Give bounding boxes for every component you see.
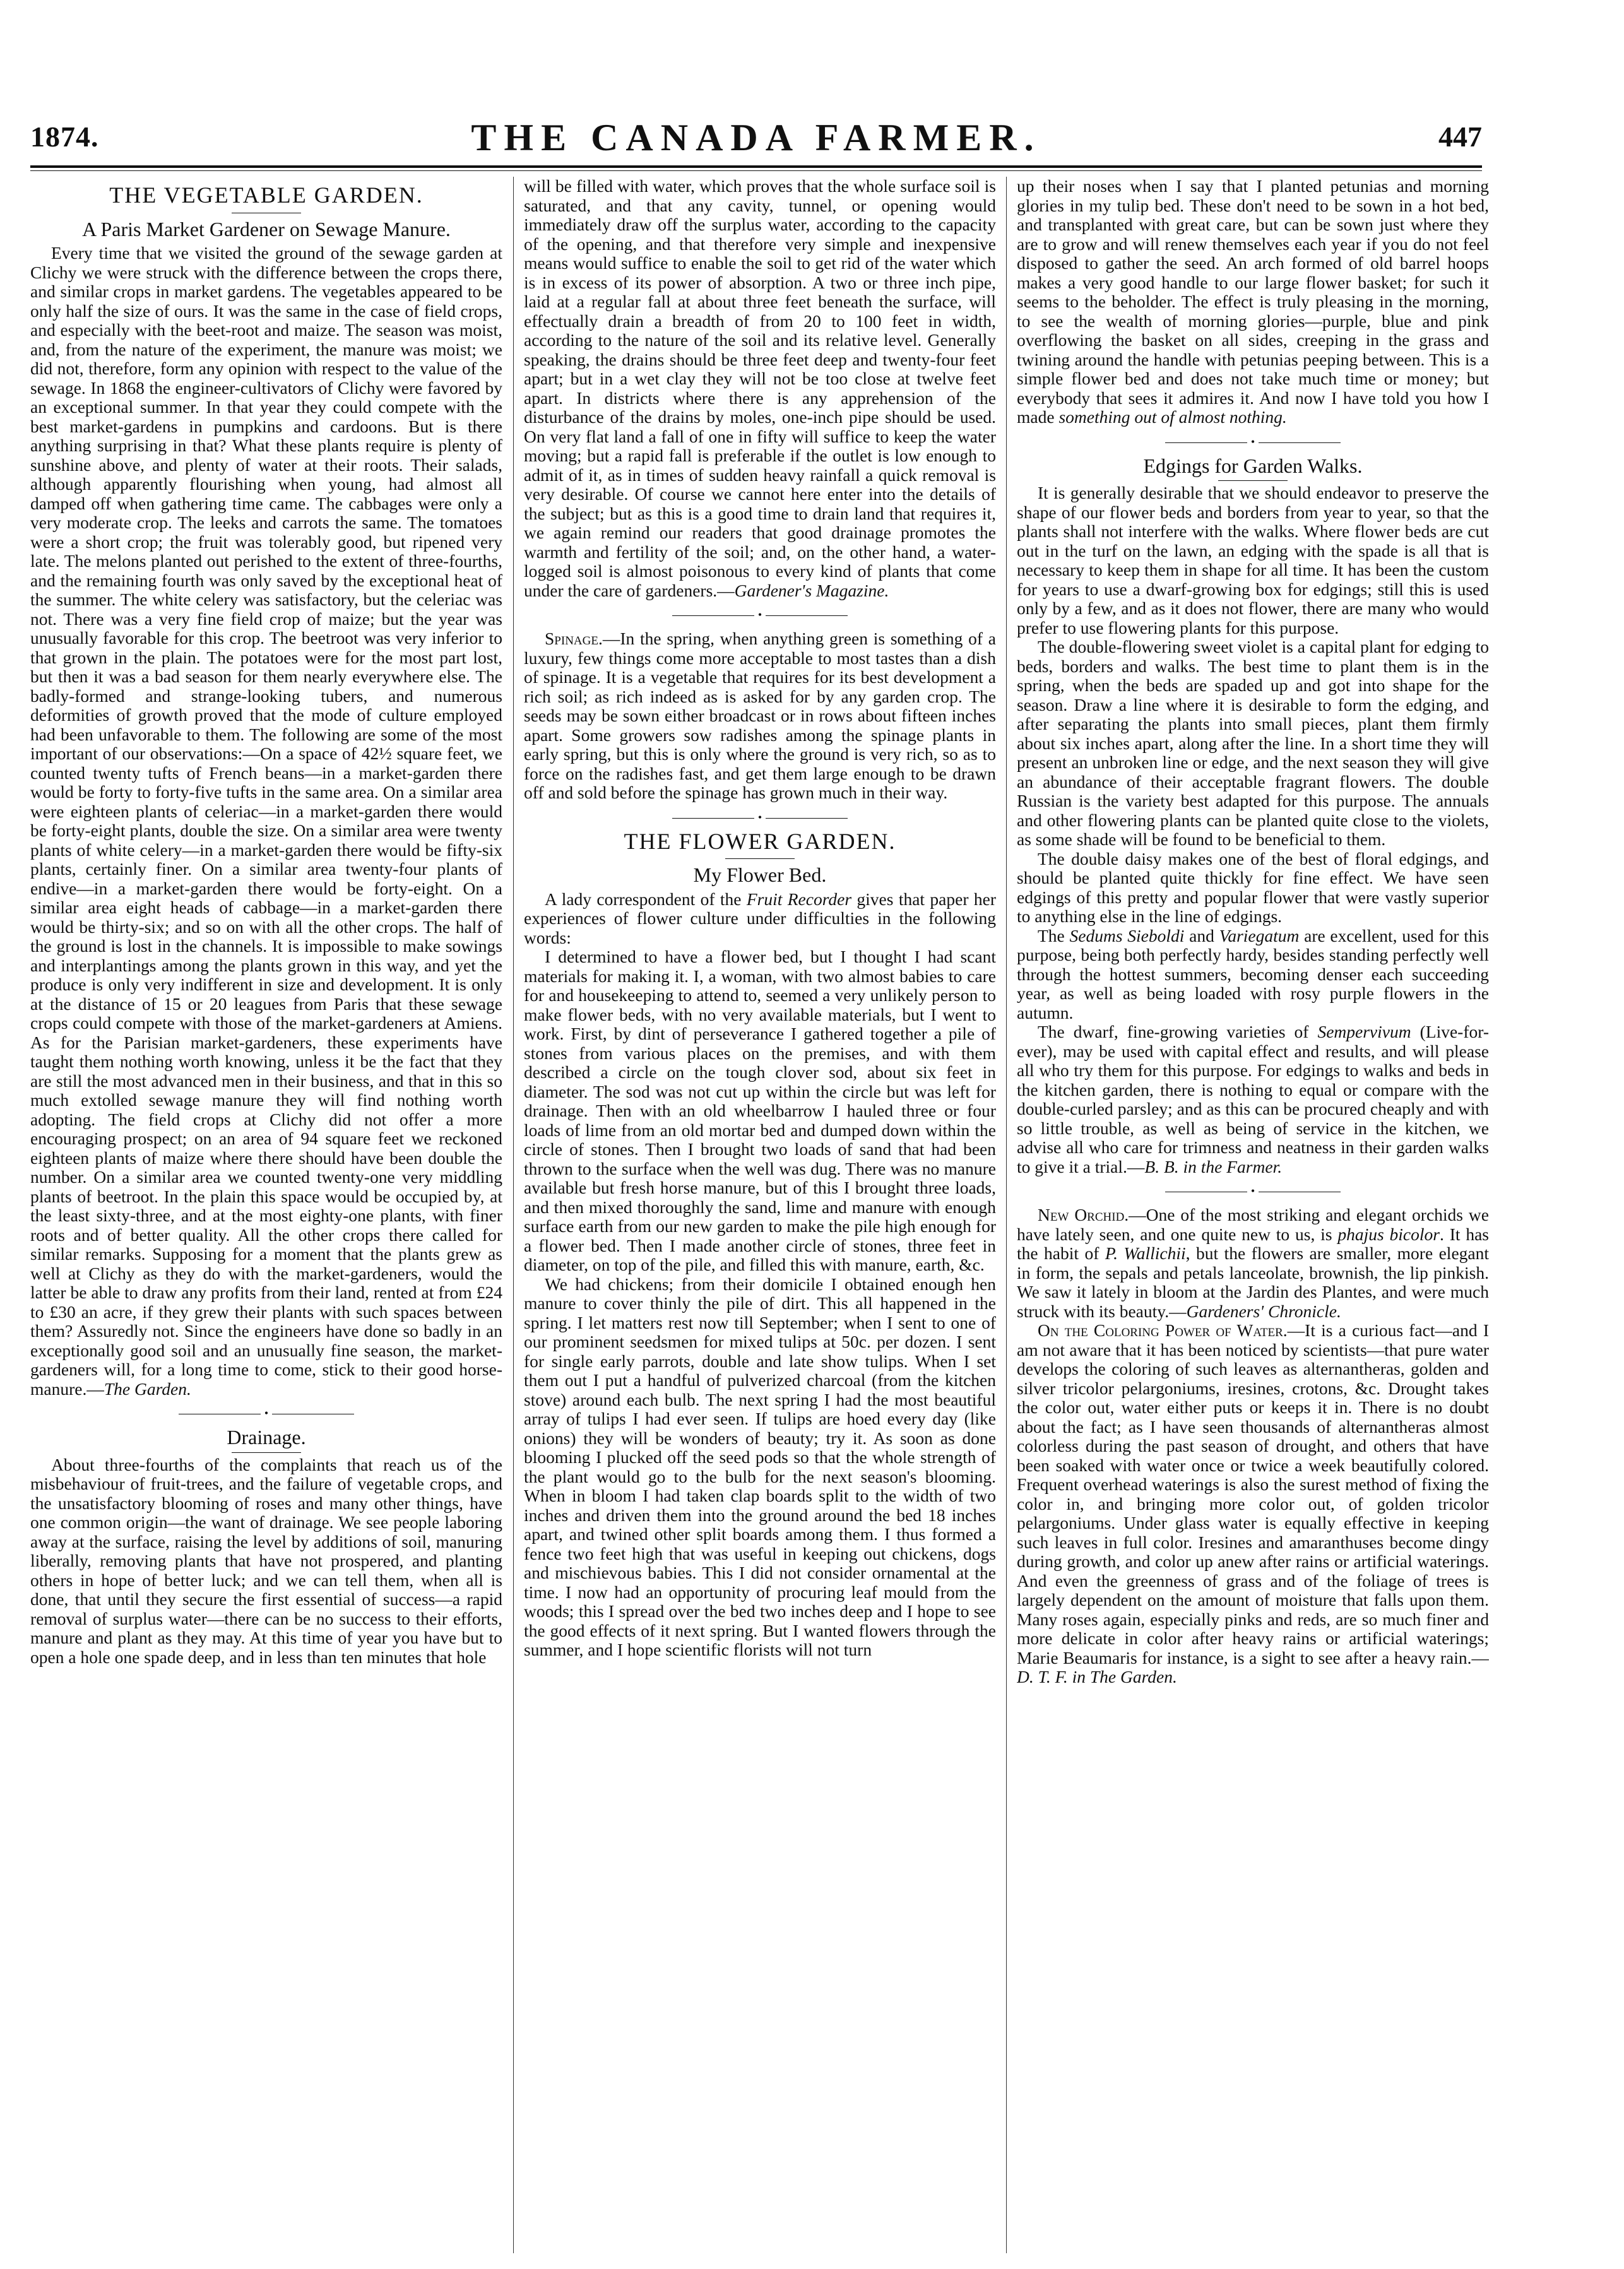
article-paragraph: Every time that we visited the ground of the sewage garden at Clichy we were struck with the difference between the crops there, and similar crops in market gardens. The vegetables appeared to be only half the size of ours. It was the same in the case of field crops, and especially with the beet-root and maize. The season was moist, and, from the nature of the experiment, the manure was moist; we did not, therefore, form any opinion with respect to the value of the sewage. In 1868 the engineer-cultivators of Clichy were favored by an exceptional summer. In that year they could compete with the best market-gardens in pumpkins and cardoons. But is there anything surprising in that? What these plants require is plenty of sunshine above, and plenty of water at their roots. Their salads, although apparently flourishing when young, had almost all damped off when gathering time came. The cabbages were only a very moderate crop. The leeks and carrots the same. The tomatoes were a short crop; the fruit was tolerably good, but ripened very late. The melons planted out perished to the extent of three-fourths, and the remaining fourth was only saved by the exceptional heat of the summer. The white celery was satisfactory, but the celeriac was not. There was a very fine field crop of maize; but the year was unusually favorable for this crop. The beetroot was very inferior to that grown in the plain. The potatoes were for the most part lost, but then it was a bad season for them nearly everywhere else. The badly-formed and strange-looking tubers, and numerous deformities of growth proved that the mode of culture employed had been unfavorable to them. The following are some of the most important of our observations:—On a space of 42½ square feet, we counted twenty tufts of French beans—in a market-garden there would be forty to forty-five tufts in the same area. On a similar area were eighteen plants of celeriac—in a market-garden there would be forty-eight plants, double the size. On a similar area were twenty plants of white celery—in a market-garden there would be fifty-six plants, certainly finer. On a similar area twenty-four plants of endive—in a market-garden there would be forty-eight. On a similar area eight heads of cabbage—in a market-garden there would be thirty-six; and so on with all the other crops. The half of the ground is lost in the channels. It is impossible to make sowings and interplantings among the plants grown in this way, and yet the produce is only very indifferent in size and development. It is only at the distance of 15 or 20 leagues from Paris that these sewage crops could compete with those of the market-gardeners at Amiens. As for the Parisian market-gardeners, these experiments have taught them nothing worth knowing, unless it be the fact that they are still the most advanced men in their business, and that in this so much extolled sewage manure they will find nothing worth adopting. The field crops at Clichy did not offer a more encouraging prospect; on an area of 94 square feet we reckoned eighteen plants of maize where there should have been double the number. On a similar area we counted twenty-one very middling plants of beetroot. In the plain this space would be occupied by, at the least sixty-three, and at the most eighty-one plants, with finer roots and of better quality. All the other crops there called for similar remarks. Supposing for a moment that the plants grew as well at Clichy as they do with the market-gardeners, would the latter be able to draw any profits from their land, rented at from £24 to £30 an acre, if they grew their plants with such spaces between them? Assuredly not. Since the engineers have done so badly in an exceptionally good soil and an unusually fine season, the market-gardeners will, for a long time to come, stick to their good horse-manure.—The Garden. (30, 243, 502, 1399)
article-paragraph: We had chickens; from their domicile I obtained enough hen manure to cover thinly the pile of dirt. This all happened in the spring. I let matters rest now till September; when I sent to one of our prominent seedsmen for mixed tulips at 50c. per dozen. I sent for single early parrots, double and late show tulips. When I set them out I put a handful of pulverized charcoal (from the kitchen stove) around each bulb. The next spring I had the most beautiful array of tulips I had ever seen. If tulips are hoed every day (like onions) they will be wonders of beauty; try it. As soon as done blooming I plucked off the seed pods so that the whole strength of the plant would go to the bulb for the next season's blooming. When in bloom I had taken clap boards split to the width of two inches and driven them into the ground around the bed 18 inches apart, and twined other split boards among them. I thus formed a fence two feet high that was useful in keeping out chickens, dogs and mischievous babies. This I did not consider ornamental at the time. I now had an opportunity of procuring leaf mould from the woods; this I spread over the bed two inches deep and I hope to see the good effects of it next spring. But I wanted flowers through the summer, and I hope scientific florists will not turn (524, 1274, 996, 1659)
article-paragraph: The Sedums Sieboldi and Variegatum are excellent, used for this purpose, being both perfectly hardy, besides standing perfectly well through the hottest summers, becoming denser each succeeding year, as well as being loaded with rosy purple flowers in the autumn. (1017, 925, 1489, 1022)
section-heading-flower-garden: THE FLOWER GARDEN. (624, 828, 896, 854)
article-credit: B. B. in the Farmer. (1144, 1156, 1283, 1176)
article-paragraph: New Orchid.—One of the most striking and elegant orchids we have lately seen, and one quite new to us, is phajus bicolor. It has the habit of P. Wallichii, but the flowers are smaller, more elegant in form, the sepals and petals lanceolate, brownish, the lip pinkish. We saw it lately in bloom at the Jardin des Plantes, and were much struck with its beauty.—Gardeners' Chronicle. (1017, 1205, 1489, 1321)
article-separator: • (524, 609, 996, 620)
article-paragraph: up their noses when I say that I planted petunias and morning glories in my tulip bed. These don't need to be sown in a hot bed, and transplanted with great care, but can be sown just where they are to grow and will renew themselves each year if you do not feel disposed to gather the seed. An arch formed of old barrel hoops makes a very good handle to our large flower basket; for such it seems to the beholder. The effect is truly pleasing in the morning, to see the wealth of morning glories—purple, blue and pink overflowing the basket on all sides, creeping in the grass and twining around the handle with petunias peeping between. This is a simple flower bed and does not take much time or money; but everybody that sees it admires it. And now I have told you how I made something out of almost nothing. (1017, 177, 1489, 427)
column-3 (1017, 177, 1489, 2253)
page-number: 447 (1438, 121, 1482, 153)
article-paragraph: I determined to have a flower bed, but I thought I had scant materials for making it. I, a woman, with two almost babies to care for and housekeeping to attend to, seemed a very unlikely person to make flower beds, with no very available materials, but I went to work. First, by dint of perseverance I gathered together a pile of stones from various places on the premises, and with them described a circle on the tough clover sod, about six feet in diameter. The sod was not cut up within the circle but was left for drainage. Then with an old wheelbarrow I hauled three or four loads of lime from an old mortar bed and dumped down within the circle of stones. Then I brought two loads of sand that had been thrown to the surface when the well was dug. There was no manure available but fresh horse manure, but of this I brought three loads, and then mixed thoroughly the sand, lime and manure with enough surface earth from our new garden to make the pile high enough for a flower bed. Then I made another circle of stones, three feet in diameter, on top of the pile, and filled this with manure, earth, &c. (524, 947, 996, 1274)
header-rule-thick (30, 165, 1482, 168)
article-paragraph: will be filled with water, which proves that the whole surface soil is saturated, and that any cavity, tunnel, or opening would immediately draw off the surplus water, according to the capacity of the opening, and that therefore very simple and inexpensive means would suffice to enable the soil to get rid of the water which is in excess of its power of absorption. A two or three inch pipe, laid at a regular fall at about three feet beneath the surface, will effectually drain a breadth of from 20 to 100 feet in width, according to the nature of the soil and its relative level. Generally speaking, the drains should be three feet deep and twenty-four feet apart; but in a wet clay they will not be too close at twelve feet apart. In districts where there is any apprehension of the disturbance of the drains by moles, one-inch pipe should be used. On very flat land a fall of one in fifty will suffice to keep the water moving; but a rapid fall is preferable if the outlet is low enough to admit of it, as in times of sudden heavy rainfall a quick removal is very desirable. Of course we cannot here enter into the details of the subject; but as this is a good time to drain land that requires it, we again remind our readers that good drainage promotes the warmth and fertility of the soil; and, on the other hand, a water-logged soil is almost poisonous to every kind of plants that come under the care of gardeners.—Gardener's Magazine. (524, 177, 996, 600)
masthead-title: THE CANADA FARMER. (471, 117, 1041, 158)
article-credit: Gardener's Magazine. (734, 580, 889, 600)
article-credit: Gardeners' Chronicle. (1186, 1301, 1341, 1321)
article-paragraph: About three-fourths of the complaints that reach us of the misbehaviour of fruit-trees, and the failure of vegetable crops, and the unsatisfactory blooming of roses and many other things, have one common origin—the want of drainage. We see people laboring away at the surface, raising the level by additions of soil, manuring liberally, removing plants that have not prospered, and planting others in hope of better luck; and we can tell them, when all is done, that until they secure the first essential of success—a rapid removal of surplus water—there can be no success to their efforts, manure and plant as they may. At this time of year you have but to open a hole one spade deep, and in less than ten minutes that hole (30, 1454, 502, 1667)
paragraph-lead: On the Coloring Power of Water. (1038, 1320, 1288, 1340)
issue-year: 1874. (30, 121, 99, 153)
section-heading-vegetable-garden: THE VEGETABLE GARDEN. (109, 182, 424, 208)
heading-rule (1218, 480, 1288, 481)
heading-rule (725, 858, 795, 859)
article-credit: D. T. F. in The Garden. (1017, 1667, 1177, 1686)
article-paragraph: The double daisy makes one of the best of floral edgings, and should be planted quite thickly for fine effect. We have seen edgings of this pretty and popular flower that were vastly superior to anything else in the line of edgings. (1017, 848, 1489, 926)
column-2 (524, 177, 996, 2253)
header-rule-thin (30, 170, 1482, 171)
paragraph-lead: Spinage. (545, 629, 603, 648)
article-title-drainage: Drainage. (227, 1426, 306, 1448)
page-header (30, 117, 1482, 164)
article-paragraph: A lady correspondent of the Fruit Recorder gives that paper her experiences of flower culture under difficulties in the following words: (524, 889, 996, 947)
article-title-edgings: Edgings for Garden Walks. (1143, 454, 1363, 477)
publication-name: Fruit Recorder (746, 889, 852, 909)
article-separator: • (524, 812, 996, 823)
column-1 (30, 177, 502, 2253)
article-title-flower-bed: My Flower Bed. (693, 863, 827, 886)
column-divider (513, 177, 514, 2253)
article-separator: • (1017, 436, 1489, 447)
article-separator: • (30, 1407, 502, 1419)
article-paragraph: Spinage.—In the spring, when anything green is something of a luxury, few things come more acceptable to most tastes than a dish of spinage. It is a vegetable that requires for its best development a rich soil; as rich indeed as is asked for by any garden crop. The seeds may be sown either broadcast or in rows about fifteen inches apart. Some growers sow radishes among the spinage plants in early spring, but this is only where the ground is very rich, so as to force on the radishes fast, and get them large enough to be drawn off and sold before the spinage has grown much in their way. (524, 629, 996, 802)
article-paragraph: The double-flowering sweet violet is a capital plant for edging to beds, borders and walks. The best time to plant them is in the spring, when the beds are spaded up and got into shape for the season. Draw a line where it is desirable to form the edging, and after separating the plants into small pieces, plant them firmly about six inches apart, along after the line. In a short time they will present an unbroken line or edge, and the next season they will give an abundance of their acceptable fragrant flowers. The double Russian is the variety best adapted for this purpose. The annuals and other flowering plants can be planted quite close to the violets, as some shade will be found to be beneficial to them. (1017, 637, 1489, 849)
article-separator: • (1017, 1185, 1489, 1197)
paragraph-lead: New Orchid. (1038, 1205, 1129, 1224)
article-paragraph: It is generally desirable that we should endeavor to preserve the shape of our flower beds and borders from year to year, so that the plants shall not interfere with the walks. Where flower beds are cut out in the turf on the lawn, an edging with the spade is all that is necessary to keep them in shape for all time. It has been the custom for years to use a dwarf-growing box for edgings; still this is used only by a few, and as it does not flower, there are many who would prefer to use flowering plants for this purpose. (1017, 483, 1489, 637)
column-divider (1006, 177, 1007, 2253)
heading-rule (232, 1452, 301, 1453)
article-paragraph: The dwarf, fine-growing varieties of Sempervivum (Live-for-ever), may be used with capital effect and results, and will please all who try them for this purpose. For edgings to walks and beds in the kitchen garden, there is nothing to equal or compare with the double-curled parsley; and as this can be procured cheaply and with so little trouble, as well as being of service in the kitchen, we advise all who care for trimness and neatness in their garden walks to give it a trial.—B. B. in the Farmer. (1017, 1022, 1489, 1176)
article-credit: The Garden. (104, 1378, 191, 1399)
article-title-paris-gardener: A Paris Market Gardener on Sewage Manure. (82, 217, 451, 240)
article-paragraph: On the Coloring Power of Water.—It is a curious fact—and I am not aware that it has been noticed by scientists—that pure water develops the coloring of such leaves as alternantheras, golden and silver tricolor pelargoniums, iresines, crotons, &c. Drought takes the color out, water either puts or keeps it in. There is no doubt about the fact; as I have seen thousands of alternantheras almost colorless during the past season of drought, and others that have been soaked with water once or twice a week beautifully colored. Frequent overhead waterings is also the surest method of fixing the color in, and bringing more color out, of golden tricolor pelargoniums. Under glass water is equally effective in keeping such leaves in full color. Iresines and amaranthuses become dingy during growth, and color up anew after rains or artificial waterings. And even the greenness of grass and of the foliage of trees is largely dependent on the amount of moisture that falls upon them. Many roses again, especially pinks and reds, are so much finer and more delicate in color after heavy rains or artificial waterings; Marie Beaumaris for instance, is a sight to see after a heavy rain.—D. T. F. in The Garden. (1017, 1320, 1489, 1686)
